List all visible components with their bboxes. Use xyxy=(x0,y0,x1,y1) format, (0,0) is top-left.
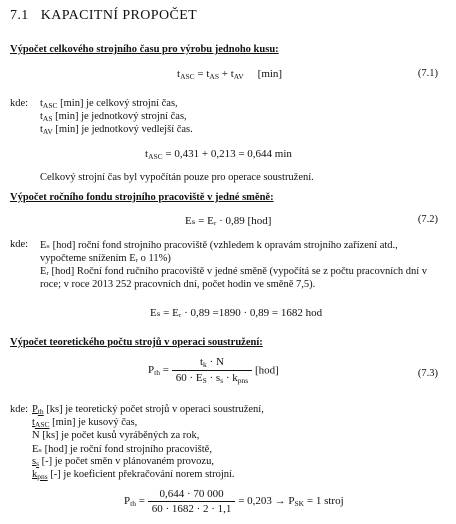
eq71-unit: [min] xyxy=(257,68,283,80)
var: t xyxy=(40,111,43,122)
equation-7-1 xyxy=(177,68,282,81)
section-number: 7.1 xyxy=(10,8,29,23)
where3-line1 xyxy=(32,404,264,416)
calc71-lhs-sub: ASC xyxy=(148,152,163,161)
where1-line1 xyxy=(40,98,178,110)
var: k xyxy=(32,469,38,480)
lhs-var: P xyxy=(124,495,131,507)
var-sub: th xyxy=(37,407,44,416)
d3-sub: pns xyxy=(237,376,249,385)
calculation-7-1 xyxy=(145,148,292,161)
where-label: kde: xyxy=(10,404,29,415)
n: · N xyxy=(206,356,224,368)
result-sub: SK xyxy=(294,499,305,508)
eq73-denominator xyxy=(172,370,253,385)
note-turning-only: Celkový strojní čas byl vypočítán pouze pro operace soustružení. xyxy=(40,172,314,183)
d3: · k xyxy=(223,372,238,384)
eq73-numerator xyxy=(172,356,253,370)
desc: [ks] je teoretický počet strojů v operaci soustružení, xyxy=(43,404,264,415)
section-heading xyxy=(10,8,197,24)
where2-line2: Eᵣ [hod] Roční fond ručního pracoviště v jedné směně (vypočítá se z počtu pracovních dní v roce; v roce 2013 252 pracovních dní, počet hodin ve směně 7,5). xyxy=(40,266,428,290)
var-sub: AV xyxy=(42,127,53,136)
var-sub: ASC xyxy=(34,420,50,429)
d2: · s xyxy=(206,372,221,384)
desc: [-] je počet směn v plánovaném provozu, xyxy=(39,456,214,467)
desc: [min] je jednotkový strojní čas, xyxy=(52,111,187,122)
calc71-rhs: = 0,431 + 0,213 = 0,644 min xyxy=(162,148,292,160)
eq73-unit: [hod] xyxy=(254,364,279,377)
where3-line4: Eₛ [hod] je roční fond strojního pracoviště, xyxy=(32,444,212,455)
eq71-term2: + t xyxy=(219,68,234,80)
eq71-term1-sub: AS xyxy=(209,72,220,81)
subheading-total-machine-time: Výpočet celkového strojního času pro výrobu jednoho kusu: xyxy=(10,44,279,55)
eq71-term1: = t xyxy=(194,68,210,80)
where2-line1: Eₛ [hod] roční fond strojního pracoviště (vzhledem k opravám strojního zařízení atd., vypočteme snížením Eᵣ o 11%) xyxy=(40,240,398,264)
var: s xyxy=(32,456,37,467)
var: t xyxy=(40,98,43,109)
calculation-7-3 xyxy=(124,488,344,515)
eq73-lhs-sub: th xyxy=(154,368,160,377)
where3-line3: N [ks] je počet kusů vyráběných za rok, xyxy=(32,430,200,441)
eq73-fraction xyxy=(172,356,253,385)
where3-line5 xyxy=(32,456,214,468)
section-title: KAPACITNÍ PROPOČET xyxy=(40,8,198,23)
eq73-lhs: $P_{th}$ = xyxy=(148,364,172,377)
result-rest: = 1 stroj xyxy=(304,495,344,507)
calc73-result xyxy=(238,495,343,507)
where1-line3 xyxy=(40,124,193,136)
calc71-lhs: t xyxy=(145,148,149,160)
equation-number-7-2: (7.2) xyxy=(417,214,438,225)
eq71-term2-sub: AV xyxy=(233,72,244,81)
var-sub: pns xyxy=(37,472,48,481)
t-sub: k xyxy=(203,360,207,369)
desc: [min] je celkový strojní čas, xyxy=(57,98,178,109)
equation-7-2: Eₛ = Eᵣ · 0,89 [hod] xyxy=(185,215,272,227)
where-label: kde: xyxy=(10,239,29,250)
calc73-lhs: $P_{th}$ = xyxy=(124,495,148,508)
calc73-numerator: 0,644 · 70 000 xyxy=(159,488,224,500)
where3-line2 xyxy=(32,417,137,429)
d1-sub: S xyxy=(202,376,207,385)
calculation-7-2: Eₛ = Eᵣ · 0,89 =1890 · 0,89 = 1682 hod xyxy=(150,307,323,319)
desc: [min] je jednotkový vedlejší čas. xyxy=(52,124,193,135)
var: t xyxy=(40,124,43,135)
var-sub: ASC xyxy=(42,101,58,110)
calc73-denominator: 60 · 1682 · 2 · 1,1 xyxy=(148,501,236,515)
subheading-annual-fund: Výpočet ročního fondu strojního pracoviště v jedné směně: xyxy=(10,192,274,203)
t: t xyxy=(199,356,204,368)
var: t xyxy=(32,417,35,428)
where3-line6 xyxy=(32,469,235,481)
calc73-fraction xyxy=(148,488,236,515)
var: P xyxy=(32,404,38,415)
result: = 0,203 → P xyxy=(238,495,295,507)
eq71-lhs: t xyxy=(177,68,181,80)
equation-7-3 xyxy=(148,356,279,385)
d2-sub: s xyxy=(220,376,224,385)
desc: [min] je kusový čas, xyxy=(49,417,138,428)
equation-number-7-1: (7.1) xyxy=(417,68,438,79)
where-label: kde: xyxy=(10,98,29,109)
lhs-sub: th xyxy=(130,499,136,508)
where1-line2 xyxy=(40,111,187,123)
eq73-lhs-var: P xyxy=(148,364,155,376)
d1: 60 · E xyxy=(175,372,203,384)
desc: [-] je koeficient překračování norem strojní. xyxy=(47,469,235,480)
var-sub: AS xyxy=(42,114,53,123)
eq71-lhs-sub: ASC xyxy=(180,72,195,81)
var-sub: s xyxy=(36,459,40,468)
equation-number-7-3: (7.3) xyxy=(417,368,438,379)
subheading-theoretical-machines: Výpočet teoretického počtu strojů v operaci soustružení: xyxy=(10,337,263,348)
